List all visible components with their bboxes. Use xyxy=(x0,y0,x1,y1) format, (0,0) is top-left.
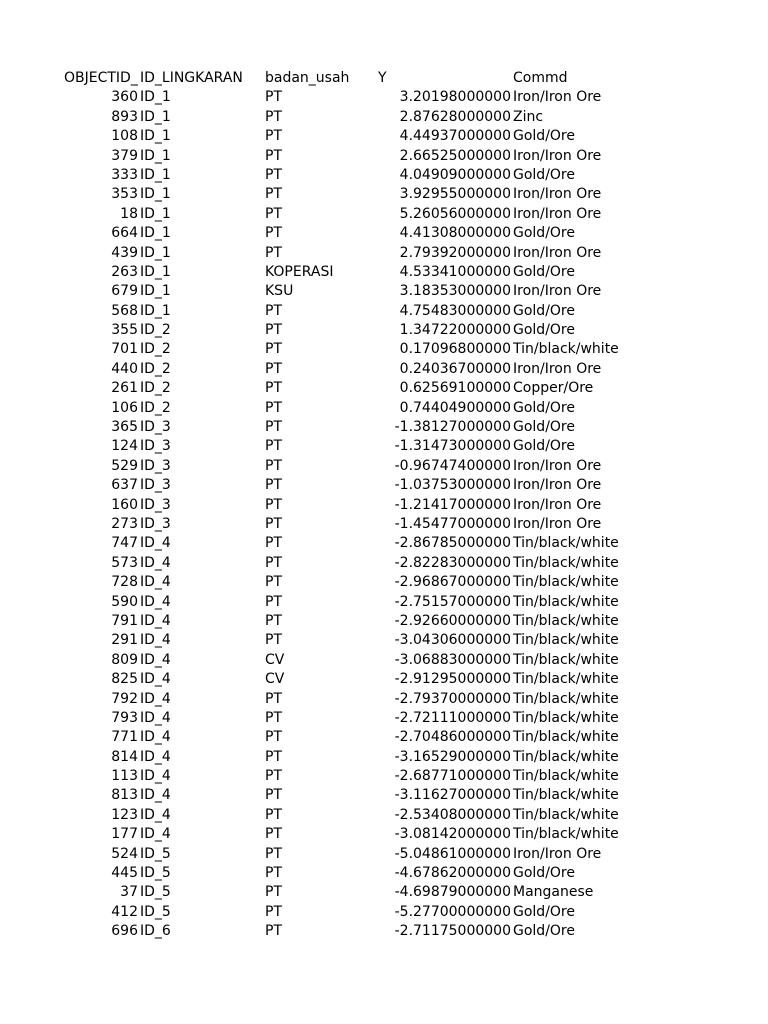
cell-y: -3.06883000000 xyxy=(394,651,511,668)
cell-id-lingkaran: ID_1 xyxy=(140,108,171,125)
table-row xyxy=(0,399,768,418)
cell-objectid: 160 xyxy=(111,496,138,513)
cell-objectid: 747 xyxy=(111,535,138,552)
table-row xyxy=(0,437,768,456)
cell-id-lingkaran: ID_2 xyxy=(140,322,171,339)
cell-id-lingkaran: ID_4 xyxy=(140,593,171,610)
cell-commd: Copper/Ore xyxy=(513,380,594,397)
cell-objectid: 524 xyxy=(111,845,138,862)
table-row xyxy=(0,748,768,767)
cell-commd: Tin/black/white xyxy=(513,535,619,552)
cell-commd: Iron/Iron Ore xyxy=(513,283,602,300)
table-row xyxy=(0,554,768,573)
cell-objectid: 696 xyxy=(111,923,138,940)
table-row xyxy=(0,88,768,107)
cell-id-lingkaran: ID_1 xyxy=(140,205,171,222)
cell-objectid: 261 xyxy=(111,380,138,397)
cell-id-lingkaran: ID_6 xyxy=(140,923,171,940)
cell-commd: Iron/Iron Ore xyxy=(513,496,602,513)
cell-y: -2.96867000000 xyxy=(394,574,511,591)
cell-y: -2.68771000000 xyxy=(394,768,511,785)
cell-id-lingkaran: ID_1 xyxy=(140,89,171,106)
cell-id-lingkaran: ID_1 xyxy=(140,263,171,280)
cell-id-lingkaran: ID_1 xyxy=(140,244,171,261)
table-row xyxy=(0,690,768,709)
cell-y: 0.62569100000 xyxy=(399,380,511,397)
cell-commd: Gold/Ore xyxy=(513,322,575,339)
cell-y: -2.79370000000 xyxy=(394,690,511,707)
cell-badan-usah: PT xyxy=(265,380,282,397)
cell-badan-usah: PT xyxy=(265,515,282,532)
cell-id-lingkaran: ID_4 xyxy=(140,690,171,707)
cell-id-lingkaran: ID_1 xyxy=(140,283,171,300)
table-row xyxy=(0,476,768,495)
cell-badan-usah: KSU xyxy=(265,283,294,300)
cell-badan-usah: PT xyxy=(265,341,282,358)
table-row xyxy=(0,457,768,476)
cell-badan-usah: PT xyxy=(265,865,282,882)
header-objectid: OBJECTID_ xyxy=(64,70,138,86)
cell-objectid: 893 xyxy=(111,108,138,125)
table-row xyxy=(0,883,768,902)
table-row xyxy=(0,340,768,359)
cell-y: -2.82283000000 xyxy=(394,554,511,571)
cell-objectid: 355 xyxy=(111,322,138,339)
cell-id-lingkaran: ID_1 xyxy=(140,166,171,183)
cell-badan-usah: PT xyxy=(265,438,282,455)
cell-objectid: 590 xyxy=(111,593,138,610)
cell-commd: Tin/black/white xyxy=(513,729,619,746)
cell-id-lingkaran: ID_4 xyxy=(140,787,171,804)
cell-y: -1.31473000000 xyxy=(394,438,511,455)
cell-commd: Tin/black/white xyxy=(513,709,619,726)
cell-objectid: 333 xyxy=(111,166,138,183)
cell-id-lingkaran: ID_5 xyxy=(140,845,171,862)
cell-commd: Gold/Ore xyxy=(513,923,575,940)
cell-y: 0.74404900000 xyxy=(399,399,511,416)
cell-y: 0.17096800000 xyxy=(399,341,511,358)
cell-objectid: 568 xyxy=(111,302,138,319)
table-row xyxy=(0,709,768,728)
cell-y: 2.79392000000 xyxy=(399,244,511,261)
cell-commd: Iron/Iron Ore xyxy=(513,515,602,532)
cell-badan-usah: PT xyxy=(265,419,282,436)
header-commd: Commd xyxy=(513,70,568,86)
cell-y: -3.11627000000 xyxy=(394,787,511,804)
cell-id-lingkaran: ID_4 xyxy=(140,806,171,823)
table-row xyxy=(0,631,768,650)
cell-y: -5.04861000000 xyxy=(394,845,511,862)
cell-y: -4.69879000000 xyxy=(394,884,511,901)
cell-objectid: 813 xyxy=(111,787,138,804)
cell-badan-usah: PT xyxy=(265,884,282,901)
cell-id-lingkaran: ID_4 xyxy=(140,651,171,668)
cell-y: -1.03753000000 xyxy=(394,477,511,494)
cell-objectid: 440 xyxy=(111,360,138,377)
cell-id-lingkaran: ID_5 xyxy=(140,865,171,882)
cell-commd: Gold/Ore xyxy=(513,302,575,319)
cell-objectid: 445 xyxy=(111,865,138,882)
cell-badan-usah: CV xyxy=(265,651,285,668)
cell-badan-usah: PT xyxy=(265,89,282,106)
table-row xyxy=(0,806,768,825)
cell-objectid: 365 xyxy=(111,419,138,436)
cell-commd: Tin/black/white xyxy=(513,651,619,668)
cell-commd: Tin/black/white xyxy=(513,632,619,649)
cell-badan-usah: PT xyxy=(265,128,282,145)
cell-commd: Tin/black/white xyxy=(513,826,619,843)
cell-badan-usah: PT xyxy=(265,496,282,513)
table-row xyxy=(0,825,768,844)
cell-badan-usah: PT xyxy=(265,457,282,474)
cell-objectid: 124 xyxy=(111,438,138,455)
cell-id-lingkaran: ID_4 xyxy=(140,768,171,785)
cell-badan-usah: PT xyxy=(265,360,282,377)
table-row xyxy=(0,360,768,379)
cell-y: -2.70486000000 xyxy=(394,729,511,746)
cell-objectid: 771 xyxy=(111,729,138,746)
cell-id-lingkaran: ID_4 xyxy=(140,535,171,552)
cell-objectid: 360 xyxy=(111,89,138,106)
cell-badan-usah: PT xyxy=(265,108,282,125)
table-row xyxy=(0,651,768,670)
cell-y: 4.04909000000 xyxy=(399,166,511,183)
cell-y: 5.26056000000 xyxy=(399,205,511,222)
cell-badan-usah: PT xyxy=(265,399,282,416)
cell-id-lingkaran: ID_4 xyxy=(140,748,171,765)
cell-id-lingkaran: ID_2 xyxy=(140,341,171,358)
cell-commd: Tin/black/white xyxy=(513,671,619,688)
cell-y: -2.53408000000 xyxy=(394,806,511,823)
cell-commd: Tin/black/white xyxy=(513,554,619,571)
cell-commd: Gold/Ore xyxy=(513,263,575,280)
cell-commd: Gold/Ore xyxy=(513,903,575,920)
cell-badan-usah: PT xyxy=(265,147,282,164)
cell-commd: Gold/Ore xyxy=(513,438,575,455)
cell-commd: Gold/Ore xyxy=(513,128,575,145)
cell-commd: Iron/Iron Ore xyxy=(513,477,602,494)
cell-id-lingkaran: ID_1 xyxy=(140,128,171,145)
cell-badan-usah: PT xyxy=(265,186,282,203)
cell-commd: Iron/Iron Ore xyxy=(513,205,602,222)
cell-y: -5.27700000000 xyxy=(394,903,511,920)
cell-commd: Iron/Iron Ore xyxy=(513,360,602,377)
header-id-lingkaran: ID_LINGKARAN xyxy=(140,70,243,86)
cell-objectid: 791 xyxy=(111,612,138,629)
cell-id-lingkaran: ID_3 xyxy=(140,477,171,494)
table-row xyxy=(0,244,768,263)
cell-id-lingkaran: ID_2 xyxy=(140,399,171,416)
cell-commd: Tin/black/white xyxy=(513,787,619,804)
cell-objectid: 353 xyxy=(111,186,138,203)
table-row xyxy=(0,302,768,321)
cell-badan-usah: PT xyxy=(265,166,282,183)
cell-commd: Tin/black/white xyxy=(513,806,619,823)
cell-y: 4.53341000000 xyxy=(399,263,511,280)
cell-objectid: 108 xyxy=(111,128,138,145)
cell-y: -2.72111000000 xyxy=(394,709,511,726)
cell-id-lingkaran: ID_4 xyxy=(140,671,171,688)
cell-objectid: 664 xyxy=(111,225,138,242)
cell-badan-usah: PT xyxy=(265,748,282,765)
cell-objectid: 637 xyxy=(111,477,138,494)
cell-badan-usah: PT xyxy=(265,554,282,571)
cell-commd: Tin/black/white xyxy=(513,612,619,629)
cell-id-lingkaran: ID_1 xyxy=(140,186,171,203)
cell-badan-usah: PT xyxy=(265,535,282,552)
cell-badan-usah: PT xyxy=(265,787,282,804)
cell-id-lingkaran: ID_3 xyxy=(140,496,171,513)
table-row xyxy=(0,166,768,185)
cell-id-lingkaran: ID_4 xyxy=(140,574,171,591)
cell-commd: Gold/Ore xyxy=(513,166,575,183)
cell-badan-usah: PT xyxy=(265,709,282,726)
cell-badan-usah: PT xyxy=(265,806,282,823)
table-row xyxy=(0,515,768,534)
cell-objectid: 412 xyxy=(111,903,138,920)
cell-y: -4.67862000000 xyxy=(394,865,511,882)
cell-y: -2.92660000000 xyxy=(394,612,511,629)
cell-commd: Tin/black/white xyxy=(513,574,619,591)
table-row xyxy=(0,573,768,592)
table-row xyxy=(0,593,768,612)
cell-id-lingkaran: ID_4 xyxy=(140,729,171,746)
cell-objectid: 825 xyxy=(111,671,138,688)
cell-y: -1.45477000000 xyxy=(394,515,511,532)
cell-y: 3.18353000000 xyxy=(399,283,511,300)
cell-y: -1.21417000000 xyxy=(394,496,511,513)
cell-badan-usah: PT xyxy=(265,923,282,940)
cell-badan-usah: PT xyxy=(265,244,282,261)
cell-badan-usah: PT xyxy=(265,632,282,649)
cell-commd: Tin/black/white xyxy=(513,690,619,707)
cell-badan-usah: PT xyxy=(265,574,282,591)
cell-objectid: 793 xyxy=(111,709,138,726)
header-y: Y xyxy=(378,70,387,86)
cell-objectid: 113 xyxy=(111,768,138,785)
cell-id-lingkaran: ID_3 xyxy=(140,438,171,455)
cell-objectid: 728 xyxy=(111,574,138,591)
cell-objectid: 177 xyxy=(111,826,138,843)
cell-objectid: 263 xyxy=(111,263,138,280)
cell-y: -3.16529000000 xyxy=(394,748,511,765)
cell-y: 4.44937000000 xyxy=(399,128,511,145)
table-row xyxy=(0,379,768,398)
table-body xyxy=(0,88,768,941)
cell-objectid: 123 xyxy=(111,806,138,823)
cell-badan-usah: PT xyxy=(265,477,282,494)
cell-commd: Tin/black/white xyxy=(513,341,619,358)
cell-y: 3.20198000000 xyxy=(399,89,511,106)
cell-y: -2.91295000000 xyxy=(394,671,511,688)
cell-y: 1.34722000000 xyxy=(399,322,511,339)
cell-objectid: 291 xyxy=(111,632,138,649)
cell-y: -0.96747400000 xyxy=(394,457,511,474)
cell-id-lingkaran: ID_3 xyxy=(140,419,171,436)
table-row xyxy=(0,922,768,941)
cell-objectid: 814 xyxy=(111,748,138,765)
cell-commd: Tin/black/white xyxy=(513,768,619,785)
cell-commd: Tin/black/white xyxy=(513,748,619,765)
cell-id-lingkaran: ID_2 xyxy=(140,380,171,397)
spreadsheet-table xyxy=(0,69,768,942)
cell-y: 4.75483000000 xyxy=(399,302,511,319)
cell-commd: Iron/Iron Ore xyxy=(513,186,602,203)
cell-commd: Iron/Iron Ore xyxy=(513,457,602,474)
cell-y: 3.92955000000 xyxy=(399,186,511,203)
cell-objectid: 701 xyxy=(111,341,138,358)
cell-id-lingkaran: ID_3 xyxy=(140,457,171,474)
cell-badan-usah: KOPERASI xyxy=(265,263,334,280)
header-badan-usah: badan_usah xyxy=(265,70,350,86)
cell-id-lingkaran: ID_1 xyxy=(140,225,171,242)
cell-badan-usah: PT xyxy=(265,612,282,629)
table-row xyxy=(0,670,768,689)
table-row xyxy=(0,224,768,243)
cell-id-lingkaran: ID_4 xyxy=(140,612,171,629)
cell-commd: Gold/Ore xyxy=(513,225,575,242)
table-row xyxy=(0,282,768,301)
cell-id-lingkaran: ID_3 xyxy=(140,515,171,532)
table-row xyxy=(0,108,768,127)
cell-id-lingkaran: ID_5 xyxy=(140,903,171,920)
cell-id-lingkaran: ID_2 xyxy=(140,360,171,377)
table-row xyxy=(0,496,768,515)
table-row xyxy=(0,903,768,922)
cell-id-lingkaran: ID_5 xyxy=(140,884,171,901)
cell-y: -1.38127000000 xyxy=(394,419,511,436)
table-row xyxy=(0,786,768,805)
cell-objectid: 379 xyxy=(111,147,138,164)
cell-y: -2.71175000000 xyxy=(394,923,511,940)
cell-badan-usah: PT xyxy=(265,826,282,843)
cell-objectid: 679 xyxy=(111,283,138,300)
header-row xyxy=(0,69,768,88)
cell-objectid: 37 xyxy=(120,884,138,901)
cell-commd: Tin/black/white xyxy=(513,593,619,610)
table-row xyxy=(0,728,768,747)
cell-commd: Manganese xyxy=(513,884,594,901)
table-row xyxy=(0,534,768,553)
cell-commd: Gold/Ore xyxy=(513,399,575,416)
cell-y: -2.86785000000 xyxy=(394,535,511,552)
cell-objectid: 809 xyxy=(111,651,138,668)
table-row xyxy=(0,864,768,883)
cell-commd: Gold/Ore xyxy=(513,865,575,882)
cell-id-lingkaran: ID_4 xyxy=(140,709,171,726)
cell-objectid: 439 xyxy=(111,244,138,261)
cell-id-lingkaran: ID_1 xyxy=(140,302,171,319)
cell-y: 2.87628000000 xyxy=(399,108,511,125)
table-row xyxy=(0,205,768,224)
cell-commd: Iron/Iron Ore xyxy=(513,845,602,862)
table-row xyxy=(0,418,768,437)
table-row xyxy=(0,147,768,166)
table-row xyxy=(0,127,768,146)
cell-badan-usah: PT xyxy=(265,768,282,785)
cell-commd: Zinc xyxy=(513,108,544,125)
cell-commd: Gold/Ore xyxy=(513,419,575,436)
cell-badan-usah: PT xyxy=(265,845,282,862)
cell-commd: Iron/Iron Ore xyxy=(513,147,602,164)
cell-badan-usah: PT xyxy=(265,205,282,222)
cell-commd: Iron/Iron Ore xyxy=(513,244,602,261)
cell-y: 2.66525000000 xyxy=(399,147,511,164)
table-row xyxy=(0,767,768,786)
cell-id-lingkaran: ID_4 xyxy=(140,826,171,843)
cell-id-lingkaran: ID_4 xyxy=(140,632,171,649)
table-row xyxy=(0,263,768,282)
table-row xyxy=(0,185,768,204)
cell-badan-usah: PT xyxy=(265,322,282,339)
cell-commd: Iron/Iron Ore xyxy=(513,89,602,106)
cell-y: 4.41308000000 xyxy=(399,225,511,242)
cell-objectid: 106 xyxy=(111,399,138,416)
cell-objectid: 529 xyxy=(111,457,138,474)
cell-y: -2.75157000000 xyxy=(394,593,511,610)
cell-y: -3.04306000000 xyxy=(394,632,511,649)
cell-objectid: 273 xyxy=(111,515,138,532)
cell-badan-usah: CV xyxy=(265,671,285,688)
cell-badan-usah: PT xyxy=(265,593,282,610)
cell-y: 0.24036700000 xyxy=(399,360,511,377)
cell-objectid: 18 xyxy=(120,205,138,222)
cell-objectid: 573 xyxy=(111,554,138,571)
cell-id-lingkaran: ID_1 xyxy=(140,147,171,164)
cell-id-lingkaran: ID_4 xyxy=(140,554,171,571)
table-row xyxy=(0,321,768,340)
cell-badan-usah: PT xyxy=(265,302,282,319)
cell-badan-usah: PT xyxy=(265,225,282,242)
cell-objectid: 792 xyxy=(111,690,138,707)
table-row xyxy=(0,612,768,631)
cell-badan-usah: PT xyxy=(265,729,282,746)
table-row xyxy=(0,845,768,864)
cell-y: -3.08142000000 xyxy=(394,826,511,843)
cell-badan-usah: PT xyxy=(265,690,282,707)
cell-badan-usah: PT xyxy=(265,903,282,920)
